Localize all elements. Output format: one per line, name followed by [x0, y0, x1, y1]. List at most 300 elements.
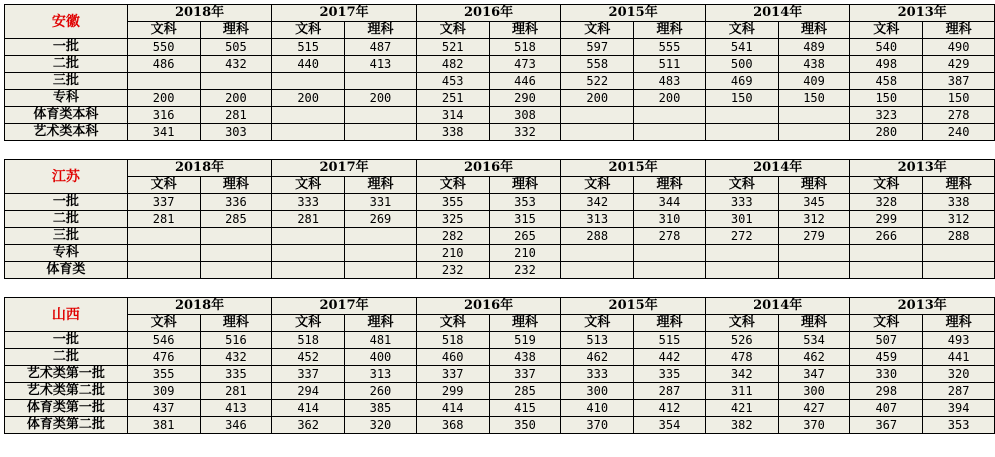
- score-cell[interactable]: 486: [127, 56, 200, 73]
- table-row: [5, 107, 995, 124]
- score-cell[interactable]: 338: [923, 194, 995, 211]
- score-cell[interactable]: 200: [200, 90, 272, 107]
- subject-header[interactable]: 理科: [778, 315, 850, 332]
- score-cell[interactable]: 150: [923, 90, 995, 107]
- year-header[interactable]: 2016年: [416, 160, 561, 177]
- score-cell[interactable]: 518: [272, 332, 345, 349]
- province-label[interactable]: 江苏: [5, 160, 128, 194]
- score-cell[interactable]: 370: [561, 417, 634, 434]
- row-label[interactable]: 二批: [5, 349, 128, 366]
- subject-header[interactable]: 理科: [489, 315, 561, 332]
- province-label[interactable]: 安徽: [5, 5, 128, 39]
- score-cell[interactable]: 441: [923, 349, 995, 366]
- score-cell[interactable]: 382: [705, 417, 778, 434]
- score-cell[interactable]: 414: [272, 400, 345, 417]
- subject-header[interactable]: 理科: [489, 22, 561, 39]
- score-cell[interactable]: 481: [345, 332, 417, 349]
- score-cell[interactable]: 482: [416, 56, 489, 73]
- score-cell[interactable]: 313: [345, 366, 417, 383]
- score-cell[interactable]: 301: [705, 211, 778, 228]
- score-cell[interactable]: 300: [778, 383, 850, 400]
- score-cell[interactable]: 336: [200, 194, 272, 211]
- score-cell[interactable]: 200: [561, 90, 634, 107]
- score-cell[interactable]: [200, 73, 272, 90]
- score-cell[interactable]: 438: [489, 349, 561, 366]
- score-cell[interactable]: 281: [200, 107, 272, 124]
- subject-header[interactable]: 文科: [561, 177, 634, 194]
- year-header-row: [5, 5, 995, 22]
- subject-header-row: [5, 315, 995, 332]
- score-cell[interactable]: [345, 124, 417, 141]
- score-cell[interactable]: [705, 245, 778, 262]
- score-cell[interactable]: [345, 245, 417, 262]
- score-cell[interactable]: [561, 107, 634, 124]
- score-cell[interactable]: 415: [489, 400, 561, 417]
- score-cell[interactable]: [634, 262, 706, 279]
- table-row: [5, 90, 995, 107]
- score-cell[interactable]: [345, 262, 417, 279]
- score-cell[interactable]: 490: [923, 39, 995, 56]
- row-label[interactable]: 体育类第二批: [5, 417, 128, 434]
- score-cell[interactable]: 367: [850, 417, 923, 434]
- score-cell[interactable]: 409: [778, 73, 850, 90]
- score-cell[interactable]: 442: [634, 349, 706, 366]
- score-cell[interactable]: 429: [923, 56, 995, 73]
- score-cell[interactable]: 498: [850, 56, 923, 73]
- year-header[interactable]: 2017年: [272, 160, 417, 177]
- score-cell[interactable]: [127, 228, 200, 245]
- score-cell[interactable]: 476: [127, 349, 200, 366]
- score-cell[interactable]: 260: [345, 383, 417, 400]
- score-cell[interactable]: [345, 228, 417, 245]
- score-cell[interactable]: [272, 228, 345, 245]
- subject-header[interactable]: 理科: [923, 22, 995, 39]
- year-header[interactable]: 2016年: [416, 298, 561, 315]
- score-cell[interactable]: 437: [127, 400, 200, 417]
- score-cell[interactable]: [561, 245, 634, 262]
- year-header[interactable]: 2018年: [127, 160, 272, 177]
- subject-header[interactable]: 理科: [345, 315, 417, 332]
- table-row: [5, 383, 995, 400]
- score-cell[interactable]: 381: [127, 417, 200, 434]
- score-cell[interactable]: 597: [561, 39, 634, 56]
- score-cell[interactable]: 308: [489, 107, 561, 124]
- subject-header[interactable]: 文科: [705, 315, 778, 332]
- subject-header[interactable]: 文科: [127, 315, 200, 332]
- score-cell[interactable]: [561, 124, 634, 141]
- score-cell[interactable]: 325: [416, 211, 489, 228]
- subject-header[interactable]: 文科: [416, 315, 489, 332]
- row-label[interactable]: 一批: [5, 194, 128, 211]
- score-cell[interactable]: 540: [850, 39, 923, 56]
- score-cell[interactable]: 513: [561, 332, 634, 349]
- score-cell[interactable]: 400: [345, 349, 417, 366]
- score-cell[interactable]: 347: [778, 366, 850, 383]
- score-cell[interactable]: 281: [127, 211, 200, 228]
- score-cell[interactable]: 412: [634, 400, 706, 417]
- table-row: [5, 245, 995, 262]
- score-cell[interactable]: [345, 107, 417, 124]
- score-cell[interactable]: [127, 262, 200, 279]
- score-cell[interactable]: 337: [127, 194, 200, 211]
- score-cell[interactable]: 483: [634, 73, 706, 90]
- score-cell[interactable]: 519: [489, 332, 561, 349]
- score-cell[interactable]: 453: [416, 73, 489, 90]
- score-cell[interactable]: 315: [489, 211, 561, 228]
- table-row: [5, 332, 995, 349]
- score-cell[interactable]: 515: [634, 332, 706, 349]
- score-cell[interactable]: 342: [705, 366, 778, 383]
- subject-header[interactable]: 文科: [272, 315, 345, 332]
- score-cell[interactable]: 337: [489, 366, 561, 383]
- score-cell[interactable]: 550: [127, 39, 200, 56]
- subject-header[interactable]: 理科: [345, 177, 417, 194]
- score-cell[interactable]: 312: [923, 211, 995, 228]
- score-cell[interactable]: [200, 262, 272, 279]
- score-cell[interactable]: 487: [345, 39, 417, 56]
- score-cell[interactable]: 346: [200, 417, 272, 434]
- score-cell[interactable]: 355: [416, 194, 489, 211]
- score-cell[interactable]: 518: [416, 332, 489, 349]
- score-cell[interactable]: 309: [127, 383, 200, 400]
- score-cell[interactable]: [561, 262, 634, 279]
- subject-header[interactable]: 理科: [634, 177, 706, 194]
- year-header[interactable]: 2014年: [705, 5, 850, 22]
- score-cell[interactable]: 313: [561, 211, 634, 228]
- score-cell[interactable]: 265: [489, 228, 561, 245]
- score-cell[interactable]: 558: [561, 56, 634, 73]
- score-cell[interactable]: [850, 245, 923, 262]
- score-cell[interactable]: 368: [416, 417, 489, 434]
- score-cell[interactable]: 427: [778, 400, 850, 417]
- score-cell[interactable]: 541: [705, 39, 778, 56]
- score-cell[interactable]: 320: [923, 366, 995, 383]
- score-cell[interactable]: 387: [923, 73, 995, 90]
- score-cell[interactable]: 355: [127, 366, 200, 383]
- score-cell[interactable]: 489: [778, 39, 850, 56]
- score-cell[interactable]: 410: [561, 400, 634, 417]
- score-cell[interactable]: 335: [200, 366, 272, 383]
- score-cell[interactable]: 314: [416, 107, 489, 124]
- score-cell[interactable]: 281: [272, 211, 345, 228]
- year-header[interactable]: 2015年: [561, 160, 706, 177]
- subject-header[interactable]: 文科: [561, 315, 634, 332]
- score-cell[interactable]: 335: [634, 366, 706, 383]
- row-label[interactable]: 专科: [5, 245, 128, 262]
- score-cell[interactable]: 385: [345, 400, 417, 417]
- subject-header[interactable]: 理科: [923, 315, 995, 332]
- score-cell[interactable]: 353: [489, 194, 561, 211]
- subject-header[interactable]: 理科: [200, 177, 272, 194]
- subject-header[interactable]: 文科: [416, 22, 489, 39]
- year-header[interactable]: 2018年: [127, 298, 272, 315]
- table-row: [5, 417, 995, 434]
- score-cell[interactable]: [272, 124, 345, 141]
- subject-header-row: [5, 177, 995, 194]
- spacer-row: [5, 141, 995, 160]
- score-cell[interactable]: 240: [923, 124, 995, 141]
- score-cell[interactable]: 200: [127, 90, 200, 107]
- subject-header[interactable]: 文科: [850, 22, 923, 39]
- score-cell[interactable]: 200: [634, 90, 706, 107]
- score-cell[interactable]: 516: [200, 332, 272, 349]
- subject-header[interactable]: 理科: [489, 177, 561, 194]
- score-cell[interactable]: 285: [489, 383, 561, 400]
- score-cell[interactable]: 473: [489, 56, 561, 73]
- score-cell[interactable]: 150: [705, 90, 778, 107]
- score-cell[interactable]: [778, 107, 850, 124]
- score-cell[interactable]: 279: [778, 228, 850, 245]
- score-cell[interactable]: 150: [850, 90, 923, 107]
- score-cell[interactable]: 310: [634, 211, 706, 228]
- table-row: [5, 194, 995, 211]
- score-cell[interactable]: 251: [416, 90, 489, 107]
- year-header[interactable]: 2015年: [561, 5, 706, 22]
- table-row: [5, 211, 995, 228]
- row-label[interactable]: 专科: [5, 90, 128, 107]
- subject-header[interactable]: 文科: [705, 22, 778, 39]
- year-header[interactable]: 2018年: [127, 5, 272, 22]
- score-cell[interactable]: 370: [778, 417, 850, 434]
- score-cell[interactable]: [705, 107, 778, 124]
- score-cell[interactable]: 337: [416, 366, 489, 383]
- score-cell[interactable]: 438: [778, 56, 850, 73]
- row-label[interactable]: 艺术类第一批: [5, 366, 128, 383]
- score-cell[interactable]: 150: [778, 90, 850, 107]
- row-label[interactable]: 一批: [5, 39, 128, 56]
- score-cell[interactable]: 278: [923, 107, 995, 124]
- score-cell[interactable]: 341: [127, 124, 200, 141]
- score-cell[interactable]: 345: [778, 194, 850, 211]
- score-cell[interactable]: 288: [561, 228, 634, 245]
- score-cell[interactable]: 290: [489, 90, 561, 107]
- score-cell[interactable]: 414: [416, 400, 489, 417]
- subject-header[interactable]: 理科: [778, 177, 850, 194]
- subject-header[interactable]: 文科: [416, 177, 489, 194]
- score-cell[interactable]: 500: [705, 56, 778, 73]
- score-cell[interactable]: 432: [200, 56, 272, 73]
- score-cell[interactable]: [705, 124, 778, 141]
- score-cell[interactable]: 478: [705, 349, 778, 366]
- score-cell[interactable]: 462: [561, 349, 634, 366]
- row-label[interactable]: 三批: [5, 73, 128, 90]
- score-cell[interactable]: 200: [345, 90, 417, 107]
- subject-header[interactable]: 理科: [634, 22, 706, 39]
- subject-header[interactable]: 文科: [705, 177, 778, 194]
- score-cell[interactable]: 521: [416, 39, 489, 56]
- score-cell[interactable]: 555: [634, 39, 706, 56]
- score-cell[interactable]: 282: [416, 228, 489, 245]
- score-cell[interactable]: 353: [923, 417, 995, 434]
- spacer-cell: [5, 141, 995, 160]
- row-label[interactable]: 体育类本科: [5, 107, 128, 124]
- score-cell[interactable]: 413: [200, 400, 272, 417]
- score-cell[interactable]: 518: [489, 39, 561, 56]
- score-cell[interactable]: 511: [634, 56, 706, 73]
- score-cell[interactable]: 281: [200, 383, 272, 400]
- score-cell[interactable]: 328: [850, 194, 923, 211]
- score-cell[interactable]: 288: [923, 228, 995, 245]
- score-cell[interactable]: 303: [200, 124, 272, 141]
- score-cell[interactable]: 515: [272, 39, 345, 56]
- score-cell[interactable]: 394: [923, 400, 995, 417]
- score-cell[interactable]: [272, 107, 345, 124]
- subject-header[interactable]: 理科: [200, 22, 272, 39]
- score-cell[interactable]: 460: [416, 349, 489, 366]
- score-cell[interactable]: 299: [850, 211, 923, 228]
- subject-header[interactable]: 文科: [127, 22, 200, 39]
- score-cell[interactable]: [634, 245, 706, 262]
- subject-header[interactable]: 理科: [634, 315, 706, 332]
- year-header[interactable]: 2013年: [850, 160, 995, 177]
- score-cell[interactable]: 440: [272, 56, 345, 73]
- score-cell[interactable]: 333: [705, 194, 778, 211]
- score-cell[interactable]: 200: [272, 90, 345, 107]
- score-cell[interactable]: [200, 228, 272, 245]
- score-cell[interactable]: 421: [705, 400, 778, 417]
- score-cell[interactable]: [778, 245, 850, 262]
- row-label[interactable]: 艺术类第二批: [5, 383, 128, 400]
- score-cell[interactable]: 338: [416, 124, 489, 141]
- score-cell[interactable]: 330: [850, 366, 923, 383]
- score-cell[interactable]: 432: [200, 349, 272, 366]
- year-header[interactable]: 2016年: [416, 5, 561, 22]
- subject-header[interactable]: 理科: [200, 315, 272, 332]
- year-header[interactable]: 2017年: [272, 5, 417, 22]
- table-row: [5, 56, 995, 73]
- row-label[interactable]: 二批: [5, 211, 128, 228]
- score-table: [4, 4, 995, 434]
- score-cell[interactable]: 337: [272, 366, 345, 383]
- score-cell[interactable]: 446: [489, 73, 561, 90]
- score-cell[interactable]: [345, 73, 417, 90]
- score-cell[interactable]: 333: [272, 194, 345, 211]
- score-cell[interactable]: [200, 245, 272, 262]
- score-cell[interactable]: 332: [489, 124, 561, 141]
- score-cell[interactable]: [923, 245, 995, 262]
- score-cell[interactable]: 287: [634, 383, 706, 400]
- row-label[interactable]: 体育类: [5, 262, 128, 279]
- score-cell[interactable]: 299: [416, 383, 489, 400]
- score-cell[interactable]: 534: [778, 332, 850, 349]
- score-cell[interactable]: 342: [561, 194, 634, 211]
- score-cell[interactable]: [634, 107, 706, 124]
- table-row: [5, 124, 995, 141]
- subject-header[interactable]: 理科: [923, 177, 995, 194]
- score-cell[interactable]: 278: [634, 228, 706, 245]
- row-label[interactable]: 一批: [5, 332, 128, 349]
- score-cell[interactable]: 312: [778, 211, 850, 228]
- score-cell[interactable]: [127, 245, 200, 262]
- subject-header[interactable]: 文科: [561, 22, 634, 39]
- score-cell[interactable]: 210: [489, 245, 561, 262]
- score-cell[interactable]: [778, 124, 850, 141]
- score-cell[interactable]: 459: [850, 349, 923, 366]
- score-cell[interactable]: 331: [345, 194, 417, 211]
- score-cell[interactable]: 505: [200, 39, 272, 56]
- subject-header[interactable]: 文科: [850, 177, 923, 194]
- score-cell[interactable]: 458: [850, 73, 923, 90]
- score-cell[interactable]: 280: [850, 124, 923, 141]
- year-header[interactable]: 2013年: [850, 5, 995, 22]
- score-cell[interactable]: 269: [345, 211, 417, 228]
- score-cell[interactable]: 507: [850, 332, 923, 349]
- score-cell[interactable]: [705, 262, 778, 279]
- score-cell[interactable]: 287: [923, 383, 995, 400]
- score-cell[interactable]: 462: [778, 349, 850, 366]
- score-cell[interactable]: [272, 262, 345, 279]
- year-header[interactable]: 2015年: [561, 298, 706, 315]
- score-cell[interactable]: 232: [416, 262, 489, 279]
- row-label[interactable]: 二批: [5, 56, 128, 73]
- score-cell[interactable]: 272: [705, 228, 778, 245]
- score-cell[interactable]: [778, 262, 850, 279]
- score-cell[interactable]: 452: [272, 349, 345, 366]
- score-cell[interactable]: 316: [127, 107, 200, 124]
- score-cell[interactable]: 469: [705, 73, 778, 90]
- score-cell[interactable]: [850, 262, 923, 279]
- score-cell[interactable]: 320: [345, 417, 417, 434]
- score-cell[interactable]: 362: [272, 417, 345, 434]
- year-header[interactable]: 2017年: [272, 298, 417, 315]
- score-cell[interactable]: 323: [850, 107, 923, 124]
- score-cell[interactable]: 354: [634, 417, 706, 434]
- score-cell[interactable]: 232: [489, 262, 561, 279]
- score-cell[interactable]: 407: [850, 400, 923, 417]
- score-spreadsheet: [4, 4, 995, 434]
- score-cell[interactable]: [272, 73, 345, 90]
- spacer-cell: [5, 279, 995, 298]
- subject-header[interactable]: 文科: [272, 177, 345, 194]
- score-cell[interactable]: 546: [127, 332, 200, 349]
- score-cell[interactable]: 493: [923, 332, 995, 349]
- score-cell[interactable]: [923, 262, 995, 279]
- province-label[interactable]: 山西: [5, 298, 128, 332]
- row-label[interactable]: 体育类第一批: [5, 400, 128, 417]
- subject-header[interactable]: 理科: [345, 22, 417, 39]
- score-cell[interactable]: 210: [416, 245, 489, 262]
- score-cell[interactable]: [634, 124, 706, 141]
- year-header[interactable]: 2014年: [705, 160, 850, 177]
- score-cell[interactable]: 413: [345, 56, 417, 73]
- row-label[interactable]: 三批: [5, 228, 128, 245]
- score-cell[interactable]: 266: [850, 228, 923, 245]
- table-row: [5, 228, 995, 245]
- score-cell[interactable]: 300: [561, 383, 634, 400]
- score-cell[interactable]: 285: [200, 211, 272, 228]
- subject-header[interactable]: 文科: [850, 315, 923, 332]
- score-cell[interactable]: 311: [705, 383, 778, 400]
- table-row: [5, 262, 995, 279]
- score-cell[interactable]: 344: [634, 194, 706, 211]
- row-label[interactable]: 艺术类本科: [5, 124, 128, 141]
- score-cell[interactable]: 350: [489, 417, 561, 434]
- subject-header[interactable]: 文科: [127, 177, 200, 194]
- subject-header[interactable]: 文科: [272, 22, 345, 39]
- score-cell[interactable]: 526: [705, 332, 778, 349]
- score-cell[interactable]: 333: [561, 366, 634, 383]
- table-row: [5, 366, 995, 383]
- subject-header[interactable]: 理科: [778, 22, 850, 39]
- score-cell[interactable]: 298: [850, 383, 923, 400]
- score-cell[interactable]: 294: [272, 383, 345, 400]
- score-cell[interactable]: 522: [561, 73, 634, 90]
- score-cell[interactable]: [272, 245, 345, 262]
- subject-header-row: [5, 22, 995, 39]
- year-header[interactable]: 2013年: [850, 298, 995, 315]
- year-header[interactable]: 2014年: [705, 298, 850, 315]
- score-cell[interactable]: [127, 73, 200, 90]
